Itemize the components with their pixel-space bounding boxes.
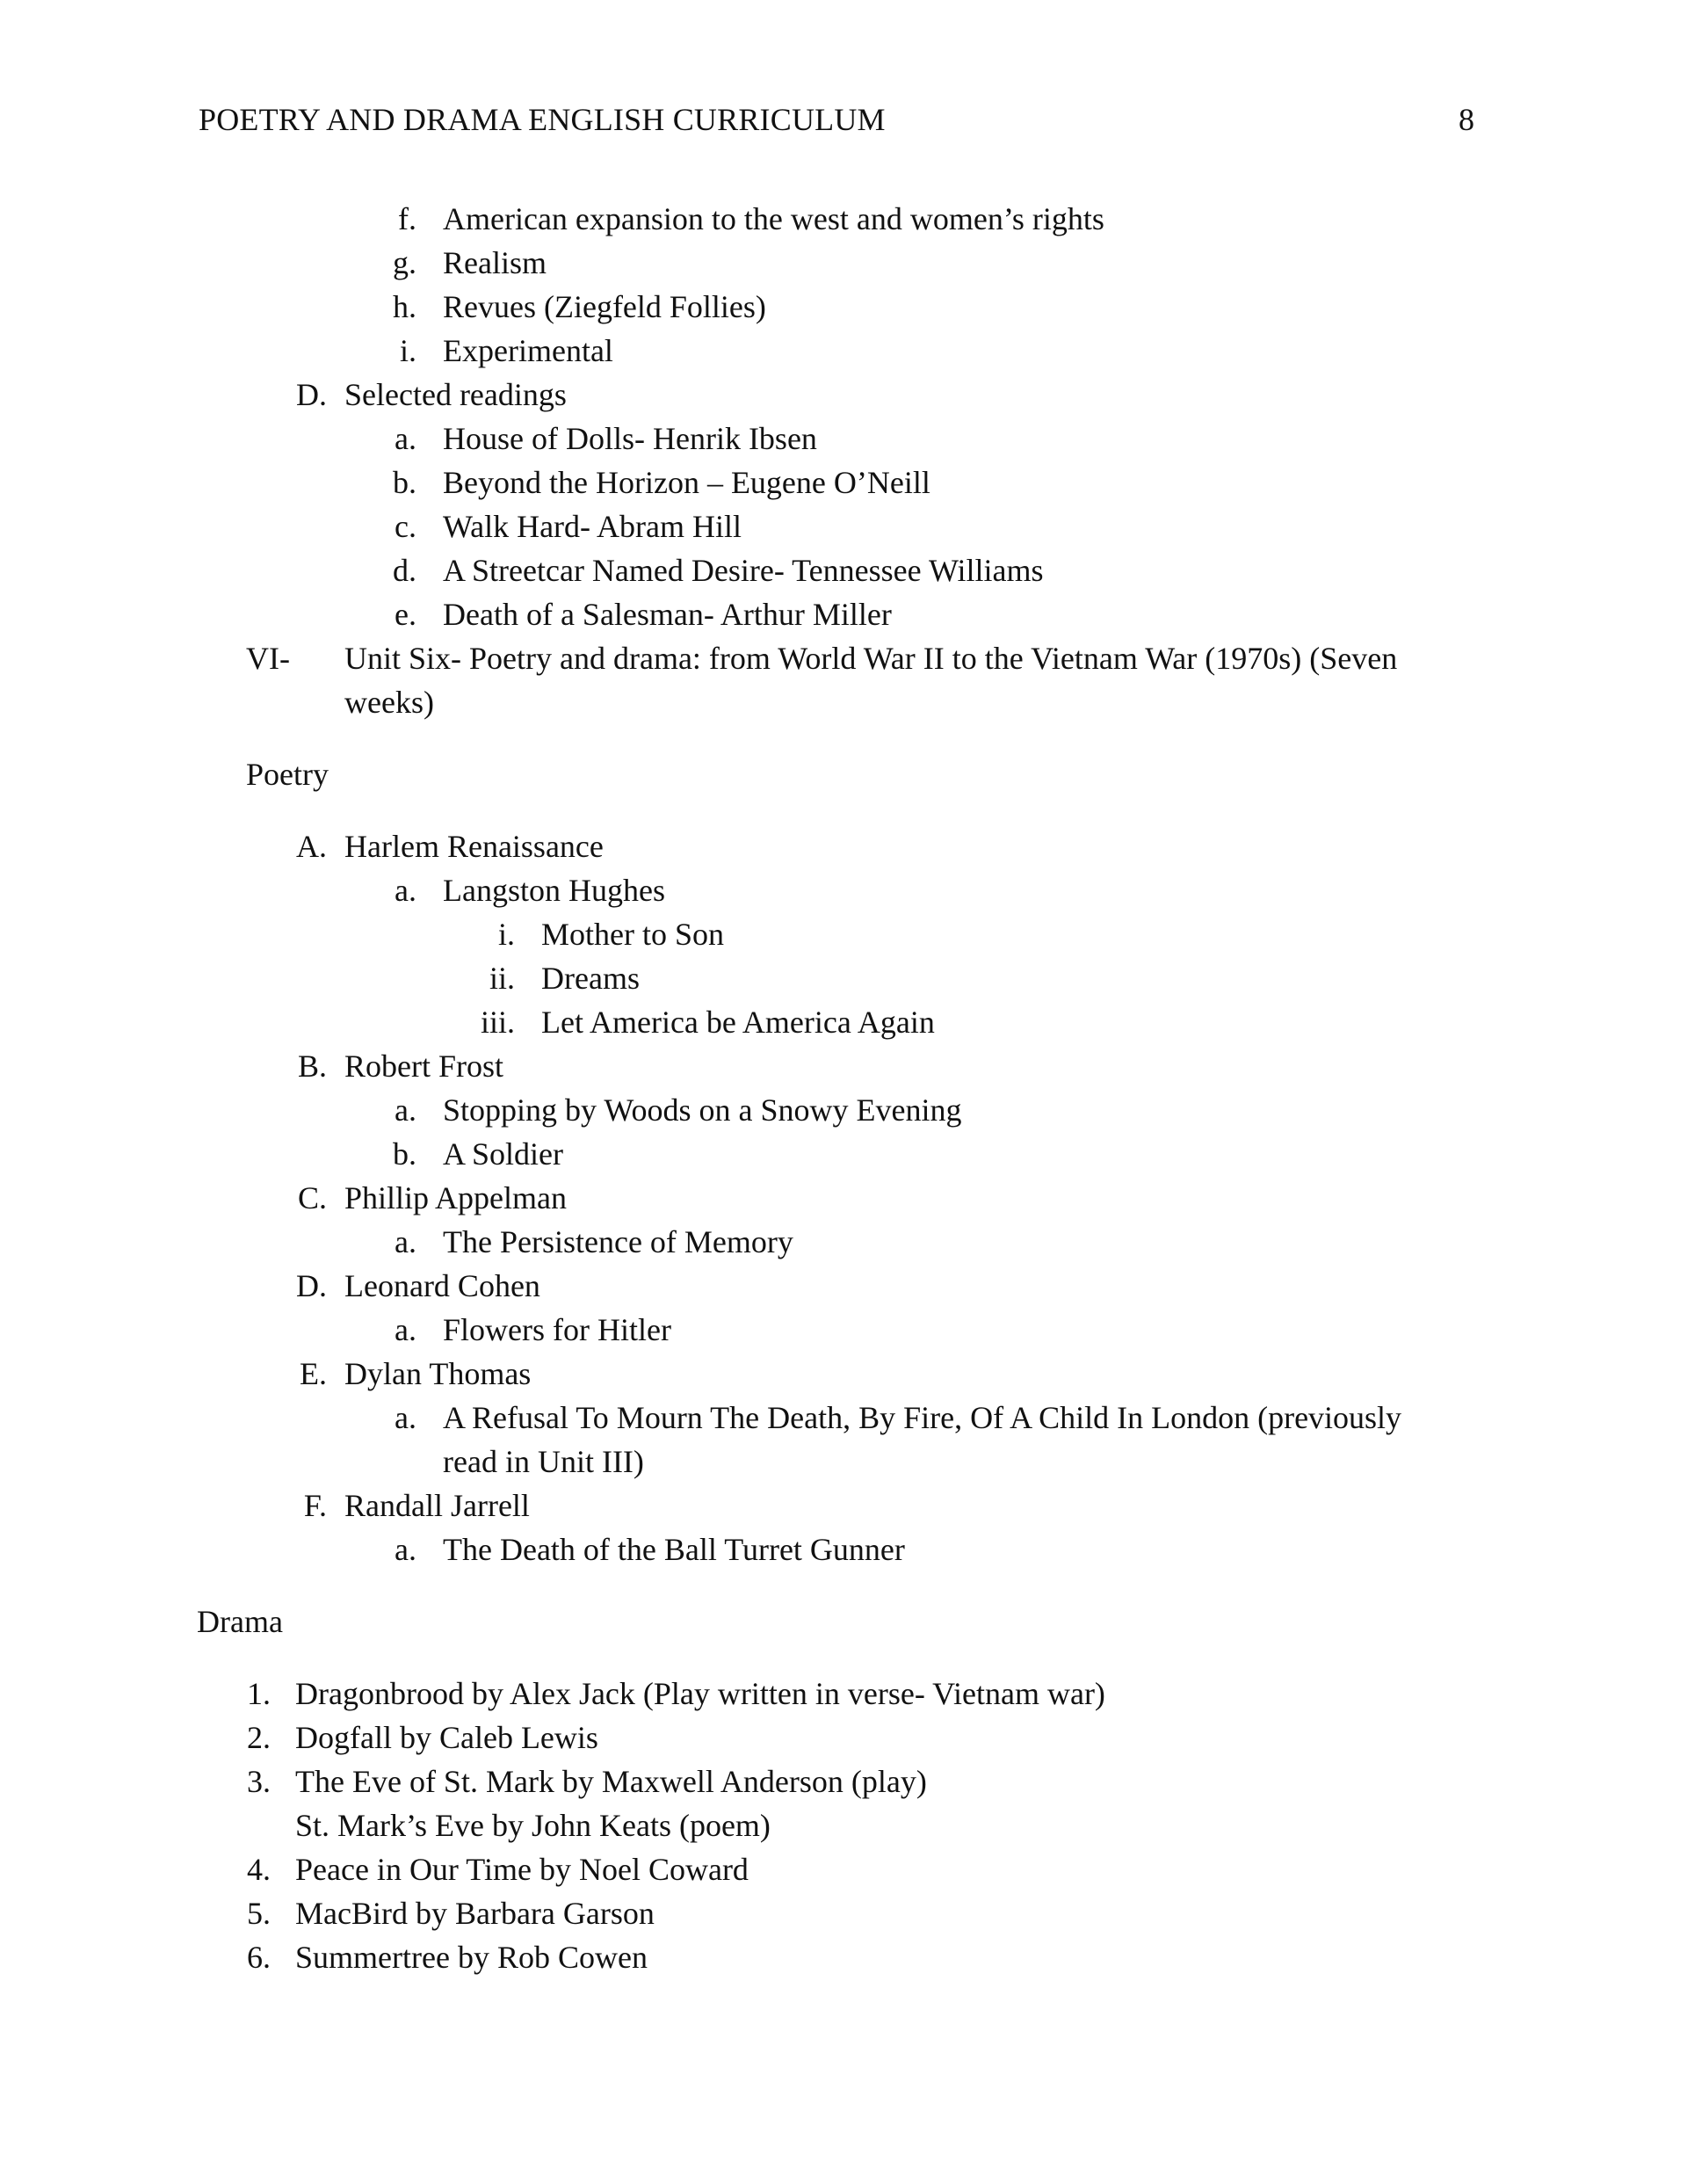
list-marker: f. (398, 201, 416, 236)
list-marker: e. (395, 597, 416, 632)
list-marker: A. (296, 829, 327, 864)
list-marker: C. (297, 1180, 327, 1215)
list-item-text: Realism (443, 245, 547, 280)
section-label: Phillip Appelman (344, 1180, 568, 1215)
list-item-text: Dogfall by Caleb Lewis (295, 1720, 598, 1755)
list-marker: ii. (489, 961, 515, 996)
list-item-text: A Streetcar Named Desire- Tennessee Williams (443, 553, 1044, 588)
poetry-heading: Poetry (246, 757, 329, 792)
list-marker: E. (300, 1356, 327, 1391)
list-marker: 4. (247, 1852, 271, 1887)
section-label: Dylan Thomas (344, 1356, 532, 1391)
list-marker: a. (395, 1400, 416, 1435)
list-marker: h. (393, 289, 416, 324)
list-marker: D. (296, 1268, 327, 1303)
running-header-title: POETRY AND DRAMA ENGLISH CURRICULUM (199, 102, 886, 137)
list-item-text: MacBird by Barbara Garson (295, 1896, 655, 1931)
list-marker: 6. (247, 1940, 271, 1975)
section-label: Leonard Cohen (344, 1268, 540, 1303)
list-marker: F. (303, 1488, 327, 1523)
list-item-text: Revues (Ziegfeld Follies) (443, 289, 766, 324)
list-marker: a. (395, 1224, 416, 1259)
list-marker: a. (395, 1312, 416, 1347)
list-marker: b. (393, 1136, 416, 1172)
unit-title: Unit Six- Poetry and drama: from World War II to the Vietnam War (1970s) (Seven (344, 641, 1398, 676)
list-marker: c. (395, 509, 416, 544)
list-item-text: House of Dolls- Henrik Ibsen (443, 421, 817, 456)
list-marker: 1. (247, 1676, 271, 1711)
list-marker: iii. (480, 1005, 515, 1040)
list-item-text: Langston Hughes (443, 873, 665, 908)
list-item-text: A Soldier (443, 1136, 564, 1172)
unit-title-continuation: weeks) (344, 685, 434, 720)
list-item-text: Dragonbrood by Alex Jack (Play written in verse- Vietnam war) (295, 1676, 1105, 1711)
list-item-text: The Eve of St. Mark by Maxwell Anderson (play) (295, 1764, 927, 1799)
list-item-text: Mother to Son (541, 917, 725, 952)
list-marker: b. (393, 465, 416, 500)
list-marker: i. (399, 333, 416, 368)
list-marker: a. (395, 421, 416, 456)
list-item-text: Peace in Our Time by Noel Coward (295, 1852, 749, 1887)
page-number: 8 (1459, 102, 1474, 137)
drama-heading: Drama (197, 1604, 283, 1639)
list-item-text: A Refusal To Mourn The Death, By Fire, Of A Child In London (previously (443, 1400, 1402, 1435)
list-item-text: The Persistence of Memory (443, 1224, 793, 1259)
list-item-text: Walk Hard- Abram Hill (443, 509, 742, 544)
list-item-text-continuation: St. Mark’s Eve by John Keats (poem) (295, 1808, 771, 1843)
list-item-text: Experimental (443, 333, 613, 368)
list-marker: g. (393, 245, 416, 280)
list-item-text: American expansion to the west and women’s rights (443, 201, 1104, 236)
list-item-text-continuation: read in Unit III) (443, 1444, 644, 1479)
list-item-text: The Death of the Ball Turret Gunner (443, 1532, 905, 1567)
list-marker: a. (395, 1532, 416, 1567)
list-marker: a. (395, 1092, 416, 1128)
list-item-text: Death of a Salesman- Arthur Miller (443, 597, 892, 632)
section-label: Harlem Renaissance (344, 829, 604, 864)
list-marker: 3. (247, 1764, 271, 1799)
list-marker: B. (297, 1048, 327, 1084)
list-item-text: Flowers for Hitler (443, 1312, 671, 1347)
list-marker: d. (393, 553, 416, 588)
list-item-text: Beyond the Horizon – Eugene O’Neill (443, 465, 930, 500)
list-marker: i. (497, 917, 515, 952)
section-label: Robert Frost (344, 1048, 504, 1084)
unit-marker: VI- (246, 641, 290, 676)
list-marker: 5. (247, 1896, 271, 1931)
list-marker: D. (296, 377, 327, 412)
section-label: Randall Jarrell (344, 1488, 530, 1523)
list-item-text: Stopping by Woods on a Snowy Evening (443, 1092, 962, 1128)
list-marker: a. (395, 873, 416, 908)
list-item-text: Let America be America Again (541, 1005, 935, 1040)
list-item-text: Summertree by Rob Cowen (295, 1940, 648, 1975)
list-item-text: Dreams (541, 961, 640, 996)
list-marker: 2. (247, 1720, 271, 1755)
section-label: Selected readings (344, 377, 567, 412)
